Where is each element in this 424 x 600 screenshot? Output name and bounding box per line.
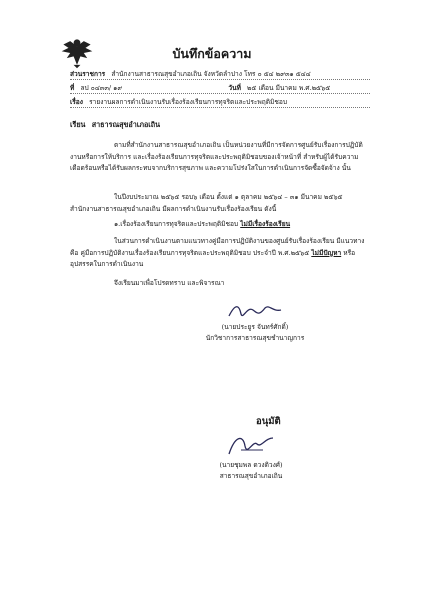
approval-label: อนุมัติ (256, 416, 281, 427)
signer-2-block (196, 432, 306, 482)
signature-1 (225, 300, 285, 322)
subject-value: รายงานผลการดำเนินงานรับเรื่องร้องเรียนการทุจริตและประพฤติมิชอบ (89, 98, 288, 106)
paragraph-3-c: หรืออุปสรรคในการดำเนินงาน (70, 248, 356, 268)
signature-2 (223, 432, 279, 460)
ref-date-row (70, 84, 370, 94)
signer-2-name: (นายชุมพล ดวงติวงศ์) (219, 461, 283, 469)
paragraph-1: ตามที่สำนักงานสาธารณสุขอำเภอเถิน เป็นหน่วยงานที่มีการจัดการศูนย์รับเรื่องการปฏิบัติงานหรือการให้บริการ และเรื่องร้องเรียนการทุจริตและประพฤติมิชอบของเจ้าหน้าที่ สำหรับผู้ได้รับความเดือดร้อนหรือได้รับผลกระทบจากบริการสุขภาพ และความโปร่งใสในการดำเนินการจัดซื้อจัดจ้าง นั้น (70, 141, 363, 172)
subject-label: เรื่อง (70, 98, 83, 106)
to-row (70, 120, 370, 129)
signer-1-block (200, 300, 310, 344)
paragraph-2: ในปีงบประมาณ ๒๕๖๕ รอบ๖ เดือน ตั้งแต่ ๑ ตุลาคม ๒๕๖๔ – ๓๑ มีนาคม ๒๕๖๕ สำนักงานสาธารณสุขอำเภอเถิน มีผลการดำเนินงานรับเรื่องร้องเรียน ดังนี้ (70, 193, 343, 213)
agency-label: ส่วนราชการ (70, 70, 106, 78)
to-value: สาธารณสุขอำเภอเถิน (91, 120, 161, 129)
ref-label: ที่ (70, 84, 75, 92)
paragraph-3-b: ไม่มีปัญหา (311, 248, 342, 257)
agency-value: สำนักงานสาธารณสุขอำเภอเถิน จังหวัดลำปาง โทร ๐ ๕๔ ๒๙๓๑ ๕๔๔ (111, 70, 311, 78)
date-label: วันที่ (228, 84, 241, 92)
item-1-result: ไม่มีเรื่องร้องเรียน (240, 220, 291, 228)
paragraph-3 (70, 236, 370, 271)
closing-text: จึงเรียนมาเพื่อโปรดทราบ และพิจารณา (114, 279, 225, 287)
signer-1-name: (นายประยูร จันทร์ศักดิ์) (221, 323, 289, 331)
item-1 (70, 219, 370, 231)
subject-row (70, 98, 370, 108)
signer-1-position: นักวิชาการสาธารณสุขชำนาญการ (205, 334, 305, 342)
item-1-text: ๑.เรื่องร้องเรียนการทุจริตและประพฤติมิชอบ (114, 220, 239, 228)
agency-row (70, 70, 370, 80)
ref-value: ลป ๐๔๓๓/ ๑๙ (80, 84, 123, 92)
memo-title: บันทึกข้อความ (172, 46, 252, 61)
paragraph-3-a: ในส่วนการดำเนินงานตามแนวทางคู่มือการปฏิบัติงานของศูนย์รับเรื่องร้องเรียน มีแนวทางคือ คู่มือการปฏิบัติงานเรื่องร้องเรียนการทุจริตและประพฤติมิชอบ ประจำปี พ.ศ.๒๕๖๕ (70, 237, 365, 257)
to-label: เรียน (70, 120, 86, 129)
date-value: ๒๕ เดือน มีนาคม พ.ศ.๒๕๖๕ (247, 84, 331, 92)
signer-2-position: สาธารณสุขอำเภอเถิน (219, 472, 283, 480)
